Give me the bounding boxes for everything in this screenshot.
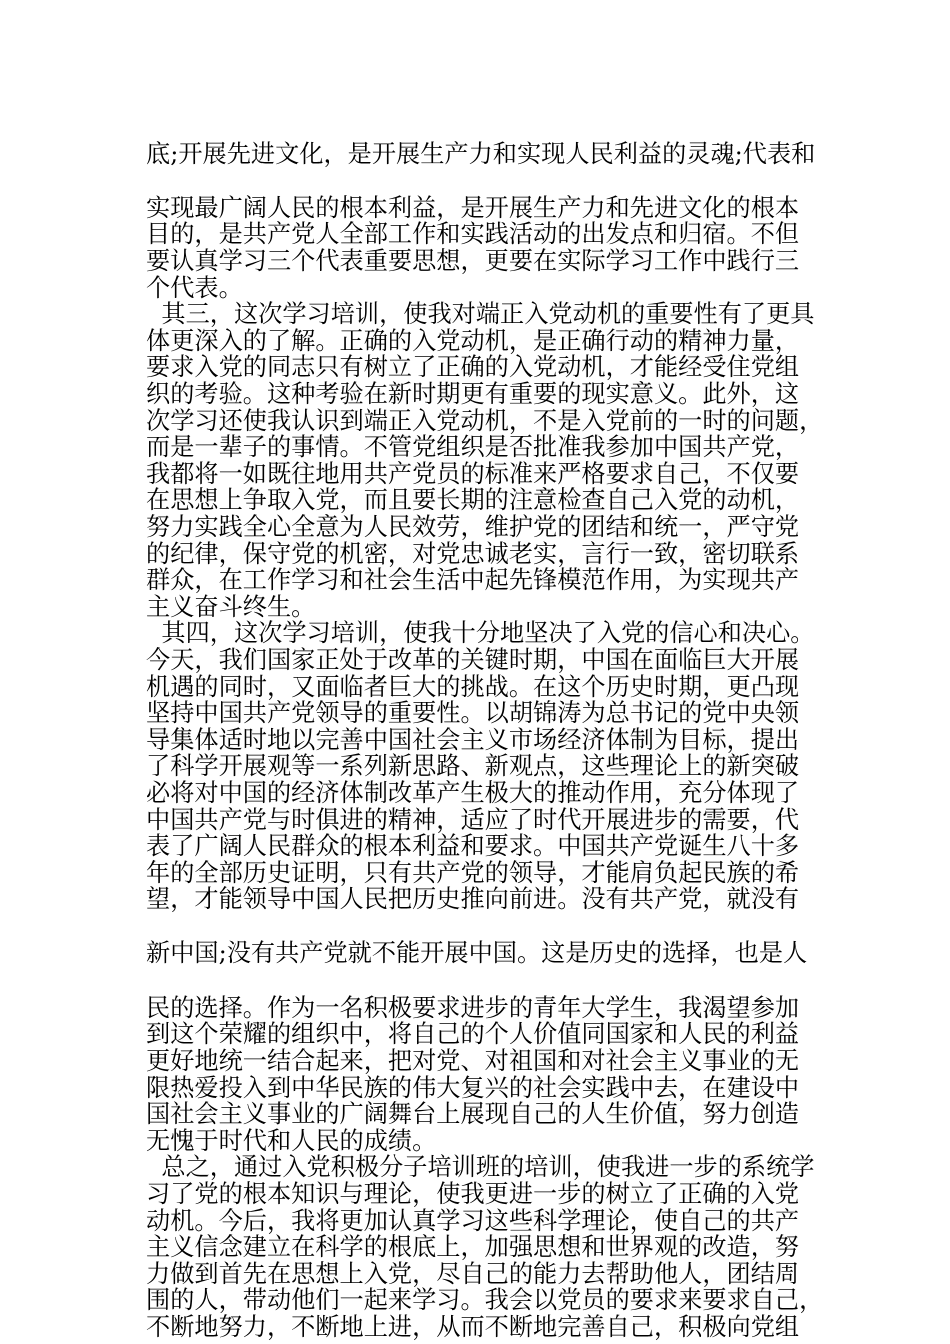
text-line: 中国共产党与时俱进的精神，适应了时代开展进步的需要，代 xyxy=(146,805,800,834)
text-line: 群众，在工作学习和社会生活中起先锋模范作用，为实现共产 xyxy=(146,566,800,595)
text-line: 坚持中国共产党领导的重要性。以胡锦涛为总书记的党中央领 xyxy=(146,699,800,728)
text-line: 其三，这次学习培训，使我对端正入党动机的重要性有了更具 xyxy=(146,300,815,329)
text-line: 底;开展先进文化，是开展生产力和实现人民利益的灵魂;代表和 xyxy=(146,140,816,168)
text-line: 体更深入的了解。正确的入党动机，是正确行动的精神力量， xyxy=(146,326,800,355)
text-line: 努力实践全心全意为人民效劳，维护党的团结和统一，严守党 xyxy=(146,513,800,541)
text-line: 要认真学习三个代表重要思想，更要在实际学习工作中践行三 xyxy=(146,247,800,275)
text-line: 的纪律，保守党的机密，对党忠诚老实，言行一致，密切联系 xyxy=(146,539,800,568)
text-line: 不断地努力，不断地上进，从而不断地完善自己，积极向党组 xyxy=(146,1313,800,1341)
text-line: 新中国;没有共产党就不能开展中国。这是历史的选择，也是人 xyxy=(146,939,808,968)
text-line: 到这个荣耀的组织中，将自己的个人价值同国家和人民的利益 xyxy=(146,1020,800,1049)
text-line: 更好地统一结合起来，把对党、对祖国和对社会主义事业的无 xyxy=(146,1047,800,1075)
text-line: 次学习还使我认识到端正入党动机，不是入党前的一时的问题， xyxy=(146,406,824,435)
text-line: 无愧于时代和人民的成绩。 xyxy=(146,1126,437,1155)
text-line: 个代表。 xyxy=(146,273,243,302)
text-line: 围的人，带动他们一起来学习。我会以党员的要求来要求自己， xyxy=(146,1286,824,1315)
text-line: 表了广阔人民群众的根本利益和要求。中国共产党诞生八十多 xyxy=(146,832,800,861)
text-line: 在思想上争取入党，而且要长期的注意检查自己入党的动机， xyxy=(146,486,800,515)
text-line: 了科学开展观等一系列新思路、新观点，这些理论上的新突破 xyxy=(146,752,800,781)
text-line: 国社会主义事业的广阔舞台上展现自己的人生价值，努力创造 xyxy=(146,1100,800,1129)
text-line: 主义奋斗终生。 xyxy=(146,592,316,621)
text-line: 目的，是共产党人全部工作和实践活动的出发点和归宿。不但 xyxy=(146,220,800,249)
text-line: 导集体适时地以完善中国社会主义市场经济体制为目标，提出 xyxy=(146,725,800,754)
text-line: 而是一辈子的事情。不管党组织是否批准我参加中国共产党， xyxy=(146,433,800,462)
text-line: 今天，我们国家正处于改革的关键时期，中国在面临巨大开展 xyxy=(146,645,800,674)
text-line: 其四，这次学习培训，使我十分地坚决了入党的信心和决心。 xyxy=(146,619,815,648)
text-line: 动机。今后，我将更加认真学习这些科学理论，使自己的共产 xyxy=(146,1206,800,1235)
text-line: 限热爱投入到中华民族的伟大复兴的社会实践中去，在建设中 xyxy=(146,1073,800,1102)
text-line: 主义信念建立在科学的根底上，加强思想和世界观的改造，努 xyxy=(146,1233,800,1262)
text-line: 总之，通过入党积极分子培训班的培训，使我进一步的系统学 xyxy=(146,1153,815,1182)
text-line: 实现最广阔人民的根本利益，是开展生产力和先进文化的根本 xyxy=(146,193,800,222)
text-line: 民的选择。作为一名积极要求进步的青年大学生，我渴望参加 xyxy=(146,993,800,1022)
text-line: 要求入党的同志只有树立了正确的入党动机，才能经受住党组 xyxy=(146,353,800,382)
text-line: 必将对中国的经济体制改革产生极大的推动作用，充分体现了 xyxy=(146,778,800,807)
text-line: 织的考验。这种考验在新时期更有重要的现实意义。此外，这 xyxy=(146,380,800,408)
text-line: 我都将一如既往地用共产党员的标准来严格要求自己，不仅要 xyxy=(146,459,800,488)
text-line: 力做到首先在思想上入党，尽自己的能力去帮助他人，团结周 xyxy=(146,1259,800,1288)
text-line: 机遇的同时，又面临者巨大的挑战。在这个历史时期，更凸现 xyxy=(146,672,800,701)
text-line: 年的全部历史证明，只有共产党的领导，才能肩负起民族的希 xyxy=(146,858,800,887)
text-line: 望，才能领导中国人民把历史推向前进。没有共产党，就没有 xyxy=(146,885,800,914)
text-line: 习了党的根本知识与理论，使我更进一步的树立了正确的入党 xyxy=(146,1180,800,1208)
